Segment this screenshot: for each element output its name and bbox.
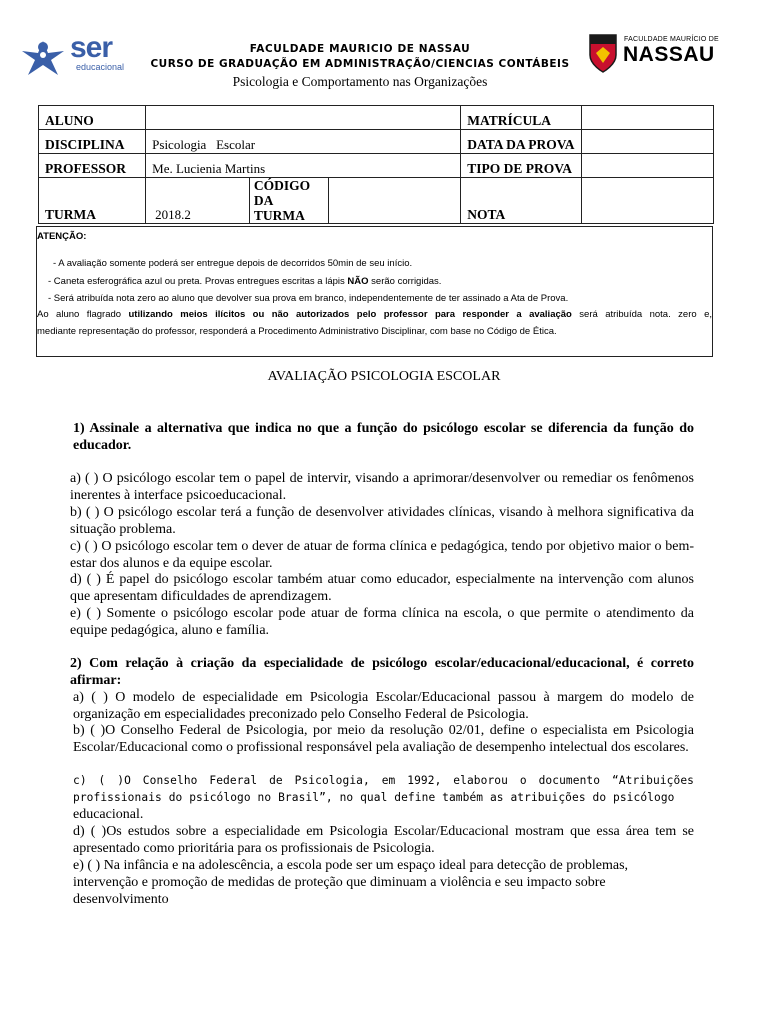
question-2-option-d[interactable]: d) ( )Os estudos sobre a especialidade em Psicologia Escolar/Educacional mostram que essa área tem se apresentado como prioritária para os profissionais de Psicologia. — [73, 824, 694, 856]
tipo-prova-field[interactable] — [581, 154, 713, 178]
matricula-field[interactable] — [581, 106, 713, 130]
tipo-prova-label: TIPO DE PROVA — [461, 154, 581, 178]
nassau-shield-icon — [588, 33, 618, 73]
nota-label: NOTA — [461, 178, 581, 224]
attention-line-5: mediante representação do professor, responderá a Procedimento Administrativo Disciplinar, com base no Código de Ética. — [37, 326, 557, 337]
professor-value: Me. Lucienia Martins — [146, 154, 461, 178]
question-1-stem: 1) Assinale a alternativa que indica no que a função do psicólogo escolar se diferencia da função do educador. — [73, 421, 694, 453]
nota-field[interactable] — [581, 178, 713, 224]
ser-logo-subtitle: educacional — [76, 62, 125, 72]
attention-heading: ATENÇÃO: — [37, 231, 87, 242]
institution-name: FACULDADE MAURICIO DE NASSAU — [249, 43, 471, 55]
codigo-turma-label: CÓDIGO DA TURMA — [249, 178, 328, 224]
turma-label: TURMA — [39, 178, 146, 224]
question-2-option-a[interactable]: a) ( ) O modelo de especialidade em Psicologia Escolar/Educacional passou à margem do modelo de organização em especialidades preconizado pelo Conselho Federal de Psicologia. — [73, 690, 694, 722]
exam-title: AVALIAÇÃO PSICOLOGIA ESCOLAR — [267, 369, 501, 384]
attention-box — [36, 226, 713, 357]
question-1-option-b[interactable]: b) ( ) O psicólogo escolar terá a função de desenvolver atividades clínicas, visando à melhora significativa da situação problema. — [70, 505, 694, 537]
question-1-option-e[interactable]: e) ( ) Somente o psicólogo escolar pode atuar de forma clínica na escola, o que permite o atendimento da equipe pedagógica, aluno e família. — [70, 606, 694, 638]
ser-star-icon — [18, 33, 68, 77]
question-2-option-e[interactable]: e) ( ) Na infância e na adolescência, a escola pode ser um espaço ideal para detecção de problemas, intervenção e promoção de medidas de proteção que diminuam a violência e seu impacto sobre desenvolvimento — [73, 858, 629, 907]
disciplina-label: DISCIPLINA — [39, 130, 146, 154]
course-name: CURSO DE GRADUAÇÃO EM ADMINISTRAÇÃO/CIENCIAS CONTÁBEIS — [150, 58, 570, 70]
data-prova-field[interactable] — [581, 130, 713, 154]
professor-label: PROFESSOR — [39, 154, 146, 178]
disciplina-value: Psicologia Escolar — [146, 130, 461, 154]
data-prova-label: DATA DA PROVA — [461, 130, 581, 154]
question-1-option-c[interactable]: c) ( ) O psicólogo escolar tem o dever de atuar de forma clínica e pedagógica, tendo por objetivo maior o bem-estar dos alunos e da equipe escolar. — [70, 539, 694, 571]
nassau-logo-small: FACULDADE MAURÍCIO DE — [624, 36, 719, 43]
question-2-option-c[interactable]: c) ( )O Conselho Federal de Psicologia, em 1992, elaborou o documento “Atribuições profissionais do psicólogo no Brasil”, no qual define também as atribuições do psicólogo educacional. — [73, 774, 694, 822]
matricula-label: MATRÍCULA — [461, 106, 581, 130]
nassau-logo-big: NASSAU — [623, 43, 715, 66]
ser-logo-name: ser — [70, 31, 113, 64]
question-1-option-d[interactable]: d) ( ) É papel do psicólogo escolar também atuar como educador, especialmente na intervenção com alunos que apresentam dificuldades de aprendizagem. — [70, 572, 694, 604]
ser-educacional-logo — [18, 33, 128, 77]
attention-line-1: - A avaliação somente poderá ser entregue depois de decorridos 50min de seu início. — [53, 258, 413, 269]
attention-line-2: - Caneta esferográfica azul ou preta. Provas entregues escritas a lápis NÃO serão corrigidas. — [48, 276, 442, 287]
question-2-option-b[interactable]: b) ( )O Conselho Federal de Psicologia, por meio da resolução 02/01, define o especialista em Psicologia Escolar/Educacional como o profissional responsável pela avaliação de desempenho intelectual dos escolares. — [73, 723, 694, 755]
nassau-logo — [588, 33, 728, 73]
question-2-stem: 2) Com relação à criação da especialidade de psicólogo escolar/educacional/educacional, é correto afirmar: — [70, 656, 694, 688]
subject-name: Psicologia e Comportamento nas Organizações — [232, 74, 488, 89]
aluno-label: ALUNO — [39, 106, 146, 130]
attention-line-3: - Será atribuída nota zero ao aluno que devolver sua prova em branco, independentemente de ter assinado a Ata de Prova. — [48, 293, 569, 304]
aluno-field[interactable] — [146, 106, 461, 130]
question-1-option-a[interactable]: a) ( ) O psicólogo escolar tem o papel de intervir, visando a aprimorar/desenvolver ou remediar os fenômenos inerentes à interface psicoeducacional. — [70, 471, 694, 503]
student-info-table — [38, 105, 714, 224]
codigo-turma-field[interactable] — [328, 178, 460, 224]
attention-line-4: Ao aluno flagrado utilizando meios ilícitos ou não autorizados pelo professor para responder a avaliação será atribuída nota. zero e, — [37, 309, 712, 320]
turma-value: 2018.2 — [146, 178, 250, 224]
